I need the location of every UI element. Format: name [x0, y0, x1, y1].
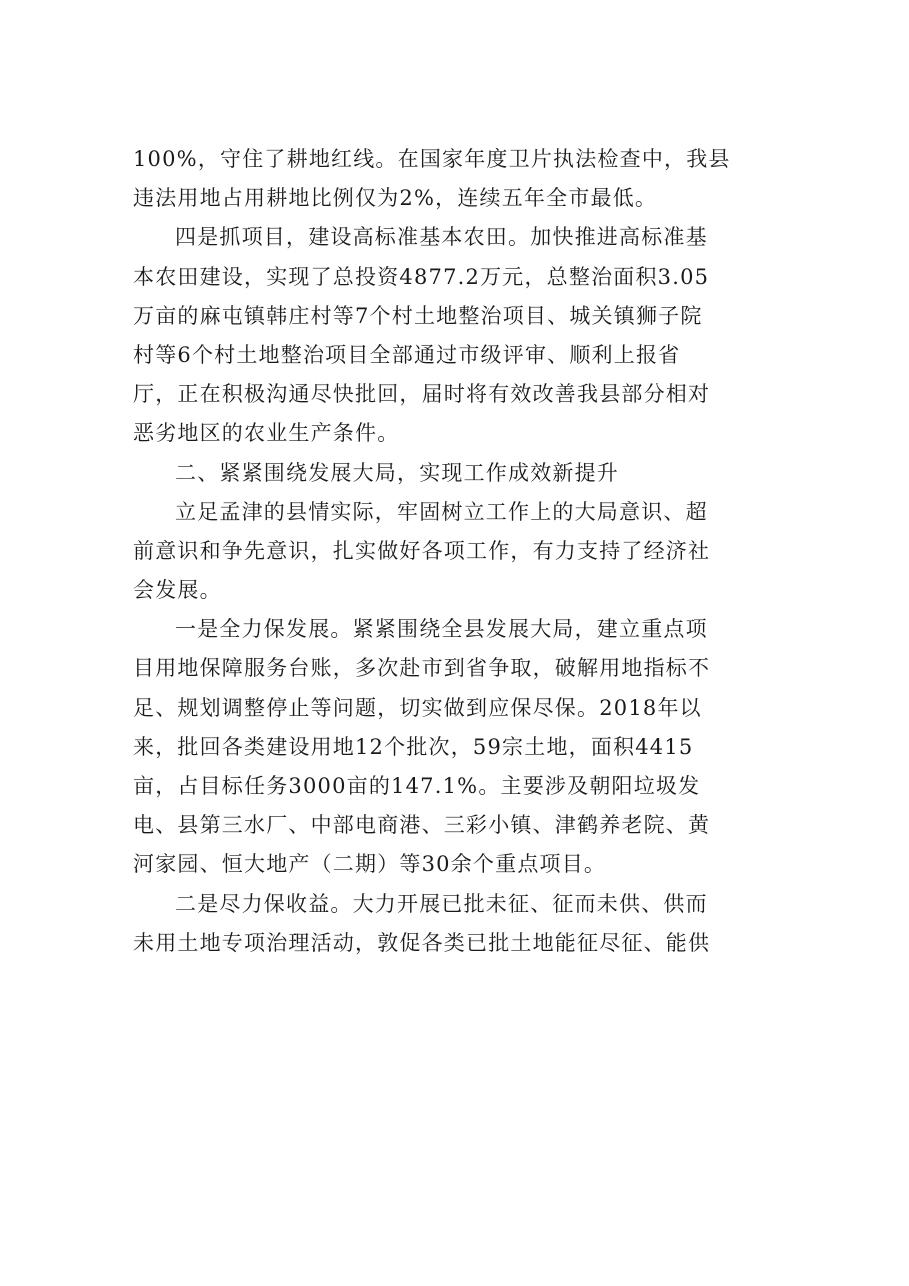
paragraph-start-line: 四是抓项目，建设高标准基本农田。加快推进高标准基 — [175, 225, 708, 250]
text-line: 亩，占目标任务3000亩的147.1%。主要涉及朝阳垃圾发 — [133, 774, 701, 798]
text-line: 违法用地占用耕地比例仅为2%，连续五年全市最低。 — [133, 186, 658, 211]
text-line: 电、县第三水厂、中部电商港、三彩小镇、津鹤养老院、黄 — [133, 813, 711, 838]
paragraph-start-line: 立足孟津的县情实际，牢固树立工作上的大局意识、超 — [175, 499, 708, 524]
section-heading: 二、紧紧围绕发展大局，实现工作成效新提升 — [175, 460, 619, 485]
text-line: 厅，正在积极沟通尽快批回，届时将有效改善我县部分相对 — [133, 382, 711, 407]
text-line: 未用土地专项治理活动，敦促各类已批土地能征尽征、能供 — [133, 930, 711, 955]
document-body — [133, 140, 793, 963]
text-line: 足、规划调整停止等问题，切实做到应保尽保。2018年以 — [133, 695, 702, 720]
text-line: 万亩的麻屯镇韩庄村等7个村土地整治项目、城关镇狮子院 — [133, 303, 703, 328]
paragraph-start-line: 一是全力保发展。紧紧围绕全县发展大局，建立重点项 — [175, 617, 708, 642]
text-line: 本农田建设，实现了总投资4877.2万元，总整治面积3.05 — [133, 264, 710, 289]
text-line: 会发展。 — [133, 578, 222, 603]
text-line: 村等6个村土地整治项目全部通过市级评审、顺利上报省 — [133, 342, 681, 367]
paragraph-start-line: 二是尽力保收益。大力开展已批未征、征而未供、供而 — [175, 891, 708, 916]
text-line: 100%，守住了耕地红线。在国家年度卫片执法检查中，我县 — [133, 147, 731, 171]
text-line: 来，批回各类建设用地12个批次，59宗土地，面积4415 — [133, 734, 694, 759]
text-line: 前意识和争先意识，扎实做好各项工作，有力支持了经济社 — [133, 538, 711, 563]
text-line: 河家园、恒大地产（二期）等30余个重点项目。 — [133, 852, 607, 877]
text-line: 目用地保障服务台账，多次赴市到省争取，破解用地指标不 — [133, 656, 711, 681]
text-line: 恶劣地区的农业生产条件。 — [133, 421, 400, 446]
